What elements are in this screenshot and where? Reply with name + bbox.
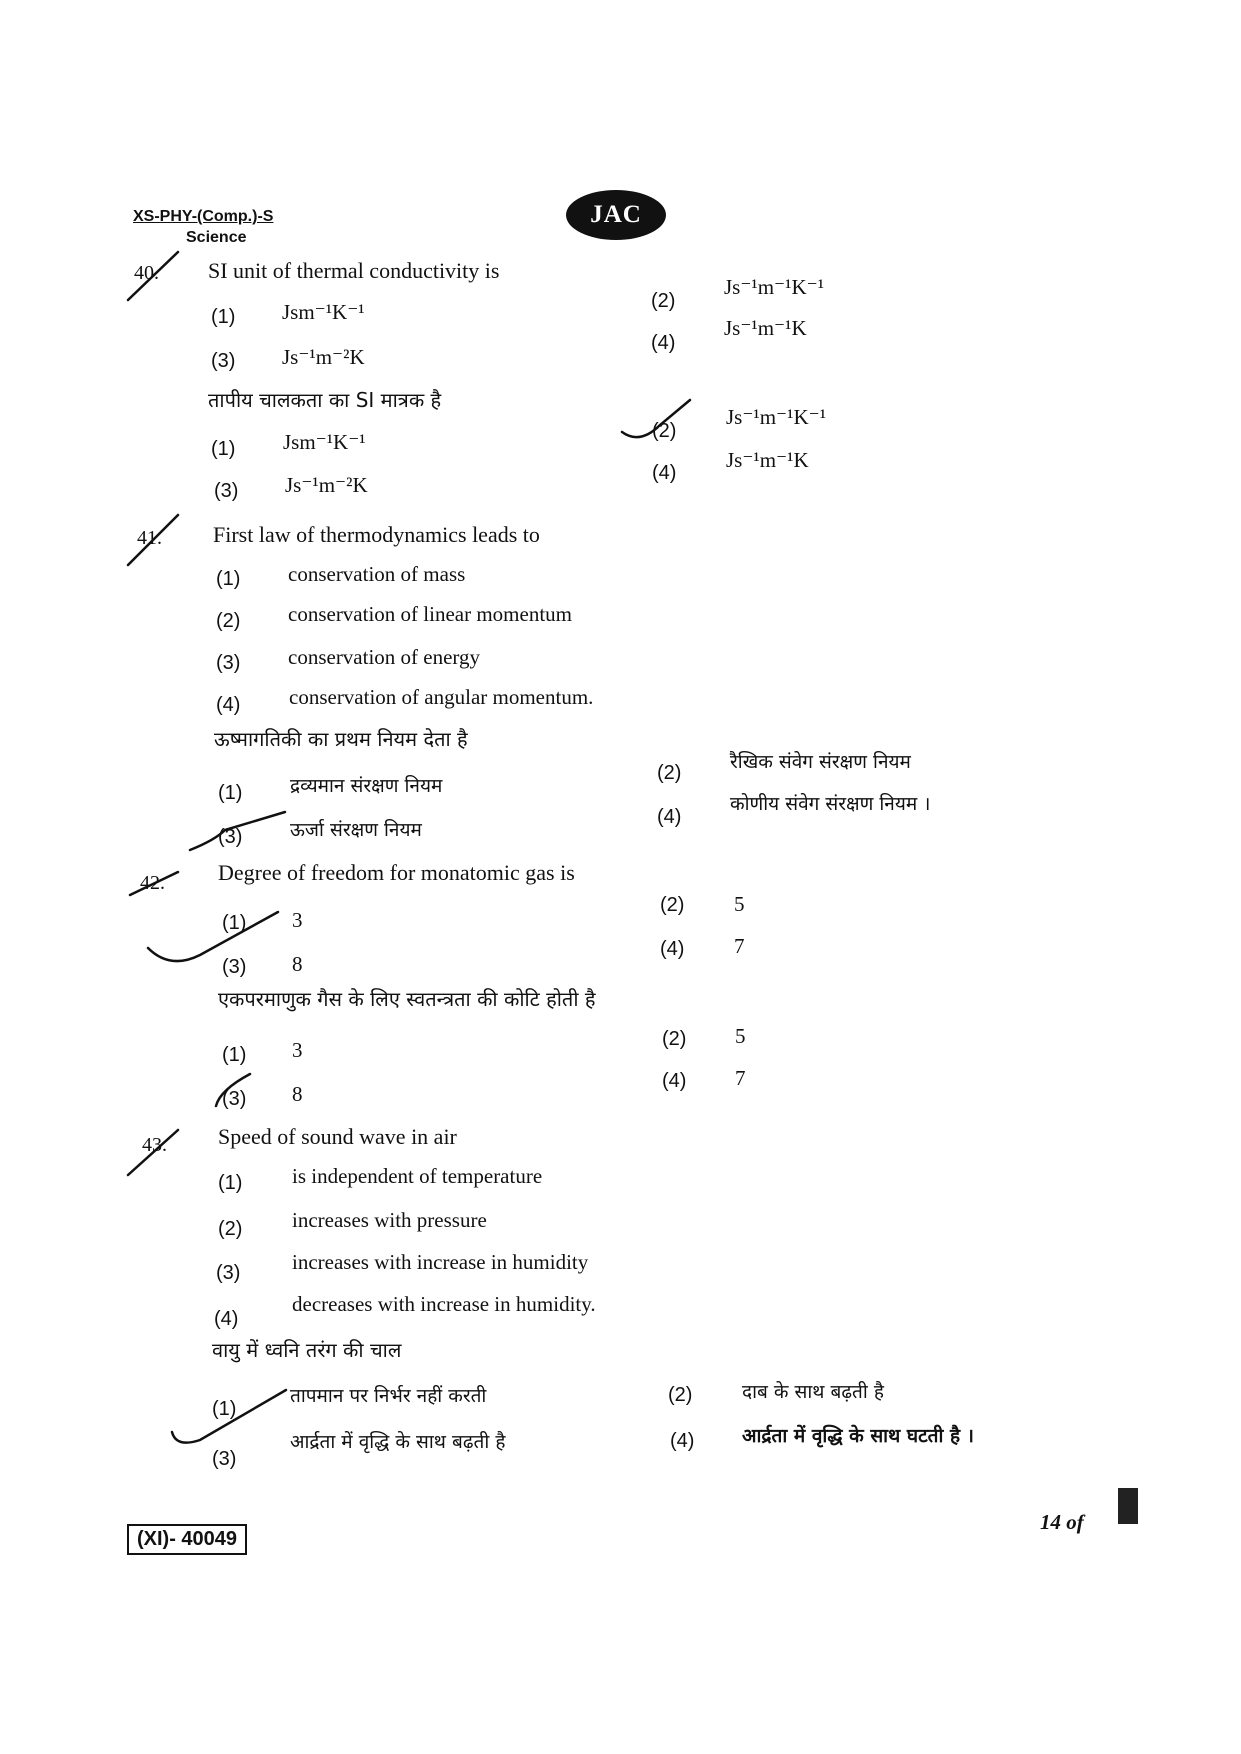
option-text: Jsm⁻¹K⁻¹ (283, 430, 366, 454)
option-number: (1) (218, 782, 243, 804)
option-number: (2) (218, 1218, 243, 1240)
option-number: (3) (214, 480, 239, 502)
option-number: (4) (216, 694, 241, 716)
question-number: 40. (134, 262, 159, 284)
question-number: 43. (142, 1134, 167, 1156)
option-text: Js⁻¹m⁻²K (285, 473, 368, 497)
option-number: (4) (660, 938, 685, 960)
option-text: conservation of mass (288, 562, 466, 586)
option-text: Js⁻¹m⁻¹K⁻¹ (726, 405, 826, 429)
option-text: 5 (734, 892, 745, 916)
option-text: Jsm⁻¹K⁻¹ (282, 300, 365, 324)
option-text: decreases with increase in humidity. (292, 1292, 596, 1316)
option-number: (2) (662, 1028, 687, 1050)
question-text-hindi: एकपरमाणुक गैस के लिए स्वतन्त्रता की कोटि होती है (218, 987, 596, 1011)
option-number: (1) (222, 912, 247, 934)
scan-edge (1118, 1488, 1138, 1524)
option-number: (2) (652, 420, 677, 442)
option-number: (2) (660, 894, 685, 916)
paper-code: XS-PHY-(Comp.)-S (133, 208, 274, 225)
option-text: 8 (292, 1082, 303, 1106)
question-text-hindi: तापीय चालकता का SI मात्रक है (208, 388, 442, 412)
option-number: (4) (652, 462, 677, 484)
question-number: 41. (137, 527, 162, 549)
subject-label: Science (186, 229, 247, 246)
option-text: conservation of linear momentum (288, 602, 573, 626)
option-text: 7 (735, 1066, 746, 1090)
option-number: (1) (216, 568, 241, 590)
option-text: conservation of angular momentum. (289, 685, 594, 709)
option-number: (1) (211, 306, 236, 328)
option-number: (3) (222, 1088, 247, 1110)
option-text: दाब के साथ बढ़ती है (742, 1381, 884, 1403)
option-number: (4) (657, 806, 682, 828)
option-number: (3) (222, 956, 247, 978)
question-text-hindi: वायु में ध्वनि तरंग की चाल (212, 1338, 402, 1362)
footer-paper-code: (XI)- 40049 (127, 1524, 247, 1555)
question-text: First law of thermodynamics leads to (213, 522, 540, 547)
option-number: (4) (651, 332, 676, 354)
option-number: (3) (216, 652, 241, 674)
option-number: (3) (212, 1448, 237, 1470)
option-text: Js⁻¹m⁻¹K (726, 448, 809, 472)
option-number: (2) (657, 762, 682, 784)
q42-answer-check (148, 912, 278, 961)
question-text: Speed of sound wave in air (218, 1124, 457, 1149)
option-text: is independent of temperature (292, 1164, 543, 1188)
option-text: increases with pressure (292, 1208, 487, 1232)
option-text: conservation of energy (288, 645, 481, 669)
option-text: 7 (734, 934, 745, 958)
option-number: (4) (662, 1070, 687, 1092)
option-number: (1) (222, 1044, 247, 1066)
option-text: 5 (735, 1024, 746, 1048)
option-text: Js⁻¹m⁻¹K⁻¹ (724, 275, 824, 299)
question-text: Degree of freedom for monatomic gas is (218, 860, 575, 885)
option-text: द्रव्यमान संरक्षण नियम (290, 775, 443, 797)
option-number: (1) (218, 1172, 243, 1194)
option-number: (2) (668, 1384, 693, 1406)
option-text: तापमान पर निर्भर नहीं करती (290, 1385, 487, 1407)
option-number: (4) (214, 1308, 239, 1330)
option-number: (2) (216, 610, 241, 632)
question-text-hindi: ऊष्मागतिकी का प्रथम नियम देता है (214, 727, 468, 751)
option-text: ऊर्जा संरक्षण नियम (290, 819, 422, 841)
option-text: 3 (292, 1038, 303, 1062)
option-text: आर्द्रता में वृद्धि के साथ बढ़ती है (290, 1431, 506, 1453)
option-text: रैखिक संवेग संरक्षण नियम (730, 751, 911, 773)
page-number: 14 of (1040, 1510, 1084, 1534)
option-number: (2) (651, 290, 676, 312)
option-text: Js⁻¹m⁻²K (282, 345, 365, 369)
option-number: (3) (216, 1262, 241, 1284)
option-number: (1) (212, 1398, 237, 1420)
option-number: (1) (211, 438, 236, 460)
option-number: (3) (218, 826, 243, 848)
option-text: 8 (292, 952, 303, 976)
option-number: (4) (670, 1430, 695, 1452)
option-text: 3 (292, 908, 303, 932)
option-text: कोणीय संवेग संरक्षण नियम । (730, 793, 931, 815)
option-text: increases with increase in humidity (292, 1250, 589, 1274)
question-text: SI unit of thermal conductivity is (208, 258, 500, 283)
jac-logo: JAC (566, 190, 666, 240)
question-number: 42. (140, 872, 165, 894)
option-text: Js⁻¹m⁻¹K (724, 316, 807, 340)
option-number: (3) (211, 350, 236, 372)
option-text: आर्द्रता में वृद्धि के साथ घटती है । (742, 1425, 974, 1447)
